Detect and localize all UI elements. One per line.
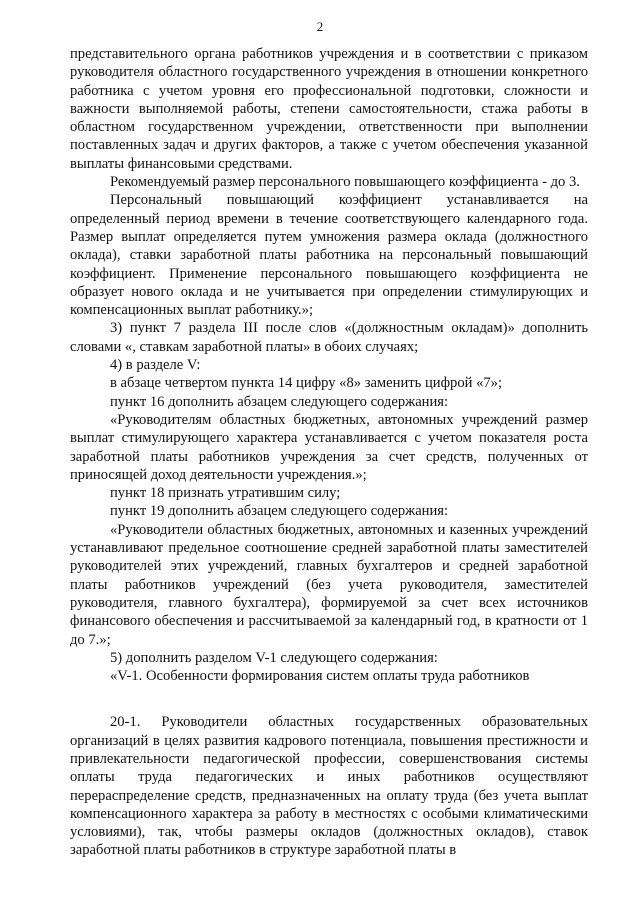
section-heading-v1: «V-1. Особенности формирования систем оплаты труда работников [110, 668, 530, 685]
paragraph-item-4: 4) в разделе V: [110, 357, 201, 374]
paragraph-quote-16: «Руководителям областных бюджетных, автономных учреждений размер выплат стимулирующего характера устанавливается с учетом показателя роста заработной платы работников учреждения за счет средств, полученных от приносящей доход деятельности учреждения.»; [70, 411, 588, 483]
paragraph-item-16: пункт 16 дополнить абзацем следующего содержания: [110, 393, 449, 410]
paragraph-personal-coefficient: Персональный повышающий коэффициент устанавливается на определенный период времени в течение соответствующего календарного года. Размер выплат определяется путем умножения размера оклада (должностного оклада), ставки заработной платы работника на персональный повышающий коэффициент. Применение персонального повышающего коэффициента не образует нового оклада и не учитывается при определении стимулирующих и компенсационных выплат работнику.»; [70, 192, 588, 319]
blank-line [70, 685, 588, 713]
paragraph-item-3: 3) пункт 7 раздела III после слов «(должностным окладам)» дополнить словами «, ставкам заработной платы» в обоих случаях; [70, 320, 588, 355]
paragraph-20-1: 20-1. Руководители областных государственных образовательных организаций в целях развития кадрового потенциала, повышения престижности и привлекательности педагогической профессии, совершенствования системы оплаты труда педагогических и иных работников осуществляют перераспределение средств, предназначенных на оплату труда (без учета выплат компенсационного характера за работу в местностях с особыми климатическими условиями), так, чтобы размеры окладов (должностных окладов), ставок заработной платы работников в структуре заработной платы в [70, 714, 588, 859]
paragraph-item-18: пункт 18 признать утратившим силу; [110, 485, 341, 502]
paragraph-item-14: в абзаце четвертом пункта 14 цифру «8» заменить цифрой «7»; [110, 375, 503, 392]
document-body [70, 45, 588, 860]
paragraph-item-5: 5) дополнить разделом V-1 следующего содержания: [110, 649, 438, 666]
page-number: 2 [316, 19, 324, 34]
paragraph-quote-19: «Руководители областных бюджетных, автономных и казенных учреждений устанавливают предельное соотношение средней заработной платы заместителей руководителей этих учреждений, главных бухгалтеров и средней заработной платы работников учреждений (без учета руководителя, заместителей руководителя, главного бухгалтера), формируемой за счет всех источников финансового обеспечения и рассчитываемой за календарный год, в кратности от 1 до 7.»; [70, 521, 588, 648]
paragraph-recommended-coefficient: Рекомендуемый размер персонального повышающего коэффициента - до 3. [110, 174, 580, 191]
paragraph-item-19: пункт 19 дополнить абзацем следующего содержания: [110, 503, 449, 520]
paragraph-intro-continuation: представительного органа работников учреждения и в соответствии с приказом руководителя областного государственного учреждения в отношении конкретного работника с учетом уровня его профессиональной подготовки, сложности и важности выполняемой работы, степени самостоятельности, стажа работы в областном государственном учреждении, ответственности при выполнении поставленных задач и других факторов, а также с учетом обеспечения указанной выплаты финансовыми средствами. [70, 46, 588, 172]
